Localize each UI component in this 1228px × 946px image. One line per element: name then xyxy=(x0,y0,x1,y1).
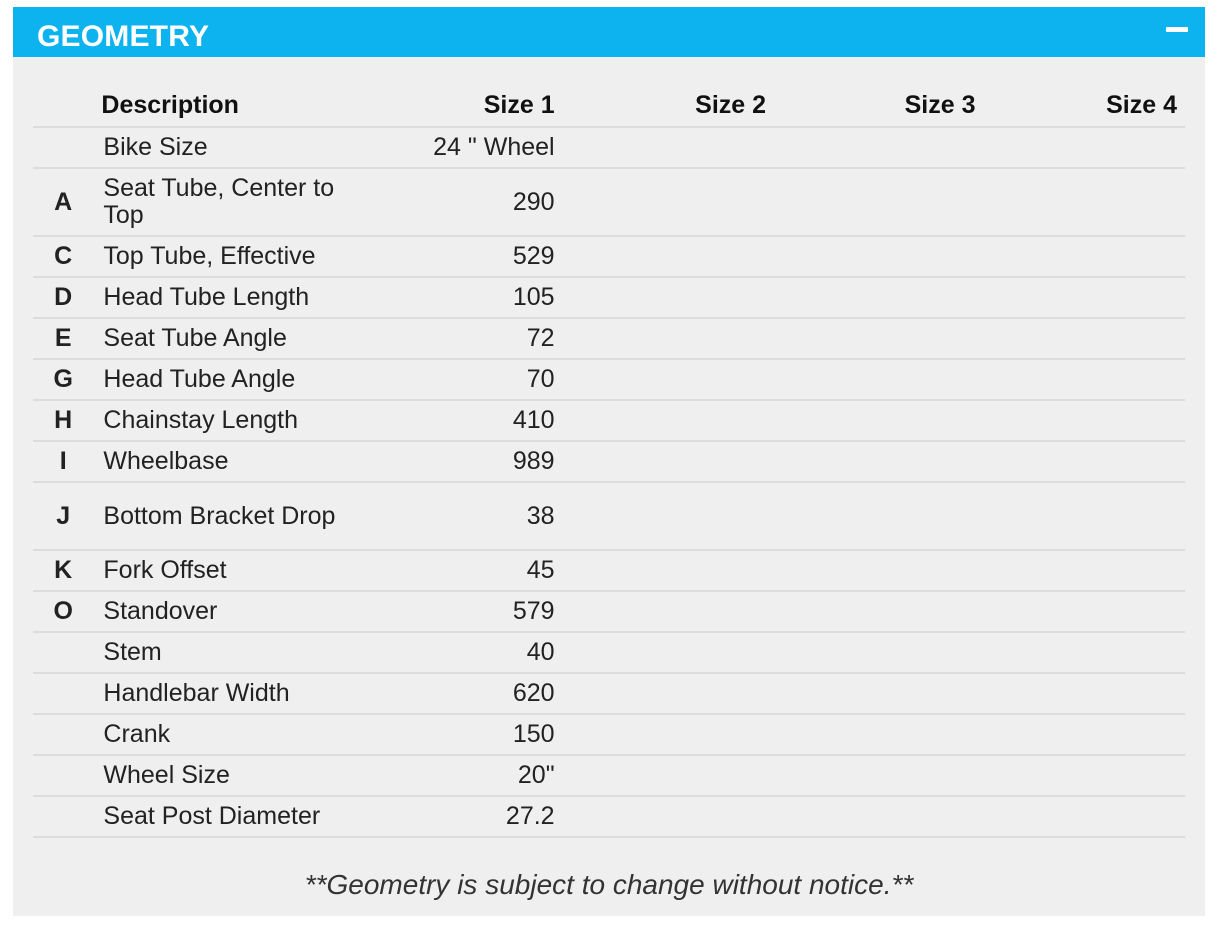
row-size1-value: 27.2 xyxy=(396,796,555,837)
table-row xyxy=(33,236,1185,277)
row-size4-value xyxy=(976,127,1186,168)
code-column-header xyxy=(33,85,93,127)
row-code xyxy=(33,796,93,837)
row-description: Wheel Size xyxy=(93,755,395,796)
panel-title: GEOMETRY xyxy=(37,20,210,53)
size4-column-header: Size 4 xyxy=(976,85,1186,127)
row-code: A xyxy=(33,168,93,236)
row-description: Seat Tube Angle xyxy=(93,318,395,359)
row-size3-value xyxy=(766,318,975,359)
row-size1-value: 150 xyxy=(396,714,555,755)
row-size4-value xyxy=(976,482,1186,550)
row-size3-value xyxy=(766,441,975,482)
row-size2-value xyxy=(555,277,766,318)
row-description: Top Tube, Effective xyxy=(93,236,395,277)
row-size2-value xyxy=(555,482,766,550)
table-row xyxy=(33,550,1185,591)
row-size3-value xyxy=(766,359,975,400)
row-size1-value: 20" xyxy=(396,755,555,796)
row-size2-value xyxy=(555,318,766,359)
table-row xyxy=(33,127,1185,168)
row-code: J xyxy=(33,482,93,550)
row-size1-value: 45 xyxy=(396,550,555,591)
row-size4-value xyxy=(976,714,1186,755)
row-size2-value xyxy=(555,550,766,591)
row-size2-value xyxy=(555,441,766,482)
table-row xyxy=(33,591,1185,632)
row-code xyxy=(33,755,93,796)
row-description: Seat Tube, Center to Top xyxy=(93,168,395,236)
row-size4-value xyxy=(976,236,1186,277)
row-code: K xyxy=(33,550,93,591)
row-code xyxy=(33,714,93,755)
row-code: D xyxy=(33,277,93,318)
row-size2-value xyxy=(555,127,766,168)
row-size4-value xyxy=(976,673,1186,714)
row-description: Handlebar Width xyxy=(93,673,395,714)
row-size1-value: 72 xyxy=(396,318,555,359)
row-size4-value xyxy=(976,441,1186,482)
table-header-row xyxy=(33,85,1185,127)
row-description: Head Tube Length xyxy=(93,277,395,318)
row-size2-value xyxy=(555,400,766,441)
row-size2-value xyxy=(555,236,766,277)
row-size3-value xyxy=(766,482,975,550)
minus-icon[interactable] xyxy=(1166,20,1188,40)
row-code: O xyxy=(33,591,93,632)
table-row xyxy=(33,359,1185,400)
row-size3-value xyxy=(766,796,975,837)
row-description: Standover xyxy=(93,591,395,632)
row-size3-value xyxy=(766,632,975,673)
table-row xyxy=(33,796,1185,837)
table-row xyxy=(33,318,1185,359)
row-size4-value xyxy=(976,400,1186,441)
row-size3-value xyxy=(766,714,975,755)
row-size3-value xyxy=(766,550,975,591)
row-description: Bike Size xyxy=(93,127,395,168)
row-description: Bottom Bracket Drop xyxy=(93,482,395,550)
row-size1-value: 40 xyxy=(396,632,555,673)
row-description: Fork Offset xyxy=(93,550,395,591)
table-row xyxy=(33,168,1185,236)
row-size1-value: 620 xyxy=(396,673,555,714)
table-row xyxy=(33,714,1185,755)
row-size3-value xyxy=(766,400,975,441)
table-row xyxy=(33,673,1185,714)
row-size1-value: 24 " Wheel xyxy=(396,127,555,168)
row-description: Crank xyxy=(93,714,395,755)
row-description: Seat Post Diameter xyxy=(93,796,395,837)
row-size4-value xyxy=(976,168,1186,236)
row-size2-value xyxy=(555,796,766,837)
row-size4-value xyxy=(976,591,1186,632)
row-size2-value xyxy=(555,632,766,673)
geometry-table xyxy=(33,85,1185,838)
row-size1-value: 290 xyxy=(396,168,555,236)
table-row xyxy=(33,632,1185,673)
row-size1-value: 579 xyxy=(396,591,555,632)
panel-header[interactable] xyxy=(13,7,1205,57)
table-row xyxy=(33,441,1185,482)
row-size4-value xyxy=(976,318,1186,359)
row-size2-value xyxy=(555,714,766,755)
size1-column-header: Size 1 xyxy=(396,85,555,127)
row-size1-value: 70 xyxy=(396,359,555,400)
size2-column-header: Size 2 xyxy=(555,85,766,127)
description-column-header: Description xyxy=(93,85,395,127)
row-size1-value: 410 xyxy=(396,400,555,441)
row-description: Head Tube Angle xyxy=(93,359,395,400)
row-size2-value xyxy=(555,755,766,796)
row-size3-value xyxy=(766,755,975,796)
row-size4-value xyxy=(976,755,1186,796)
row-size3-value xyxy=(766,236,975,277)
table-row xyxy=(33,755,1185,796)
row-code: G xyxy=(33,359,93,400)
row-size4-value xyxy=(976,632,1186,673)
row-code: C xyxy=(33,236,93,277)
table-row xyxy=(33,400,1185,441)
row-size3-value xyxy=(766,277,975,318)
row-code xyxy=(33,127,93,168)
row-size3-value xyxy=(766,168,975,236)
row-description: Stem xyxy=(93,632,395,673)
row-size3-value xyxy=(766,673,975,714)
row-size2-value xyxy=(555,673,766,714)
row-code xyxy=(33,673,93,714)
row-size1-value: 529 xyxy=(396,236,555,277)
size3-column-header: Size 3 xyxy=(766,85,975,127)
row-size3-value xyxy=(766,591,975,632)
row-code: H xyxy=(33,400,93,441)
row-size1-value: 38 xyxy=(396,482,555,550)
geometry-panel xyxy=(13,7,1205,916)
row-size4-value xyxy=(976,277,1186,318)
row-size4-value xyxy=(976,359,1186,400)
row-description: Chainstay Length xyxy=(93,400,395,441)
row-size2-value xyxy=(555,591,766,632)
row-size4-value xyxy=(976,796,1186,837)
row-code xyxy=(33,632,93,673)
row-description: Wheelbase xyxy=(93,441,395,482)
table-row xyxy=(33,277,1185,318)
row-size1-value: 989 xyxy=(396,441,555,482)
row-code: I xyxy=(33,441,93,482)
table-row xyxy=(33,482,1185,550)
footnote: **Geometry is subject to change without notice.** xyxy=(304,869,914,900)
row-code: E xyxy=(33,318,93,359)
row-size1-value: 105 xyxy=(396,277,555,318)
row-size3-value xyxy=(766,127,975,168)
row-size2-value xyxy=(555,168,766,236)
row-size4-value xyxy=(976,550,1186,591)
row-size2-value xyxy=(555,359,766,400)
